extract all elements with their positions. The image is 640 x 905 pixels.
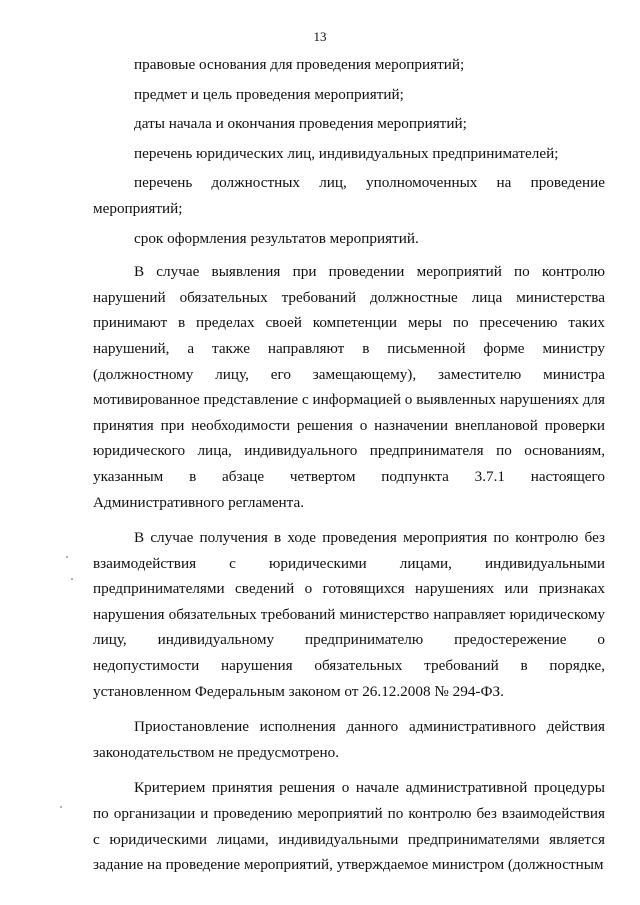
paragraph: Приостановление исполнения данного административного действия законодательством не предусмотрено. (93, 718, 605, 761)
scan-speck (60, 806, 62, 808)
scan-speck (66, 556, 68, 558)
list-item: правовые основания для проведения мероприятий; (134, 56, 465, 73)
list-item: предмет и цель проведения мероприятий; (134, 85, 404, 103)
paragraph: Критерием принятия решения о начале административной процедуры по организации и проведению мероприятий по контролю без взаимодействия с юридическими лицами, индивидуальными предпринимателями является задание на проведение мероприятий, утверждаемое министром (должностным (93, 779, 605, 874)
scan-speck (71, 578, 73, 580)
list-item: даты начала и окончания проведения мероприятий; (134, 115, 467, 133)
list-item: перечень должностных лиц, уполномоченных на проведение мероприятий; (93, 174, 605, 217)
list-item: срок оформления результатов мероприятий. (134, 229, 419, 247)
page-number: 13 (313, 29, 327, 44)
paragraph: В случае получения в ходе проведения мероприятия по контролю без взаимодействия с юридическими лицами, индивидуальными предпринимателями сведений о готовящихся нарушениях или признаках нарушения обязательных требований министерство направляет юридическому лицу, индивидуальному предпринимателю предостережение о недопустимости нарушения обязательных требований в порядке, установленном Федеральным законом от 26.12.2008 № 294-ФЗ. (93, 529, 605, 700)
document-body (93, 52, 605, 878)
list-item: перечень юридических лиц, индивидуальных предпринимателей; (134, 144, 559, 162)
paragraph: В случае выявления при проведении мероприятий по контролю нарушений обязательных требований должностные лица министерства принимают в пределах своей компетенции меры по пресечению таких нарушений, а также направляют в письменной форме министру (должностному лицу, его замещающему), заместителю министра мотивированное представление с информацией о выявленных нарушениях для принятия при необходимости решения о назначении внеплановой проверки юридического лица, индивидуального предпринимателя по основаниям, указанным в абзаце четвертом подпункта 3.7.1 настоящего Административного регламента. (93, 263, 605, 511)
